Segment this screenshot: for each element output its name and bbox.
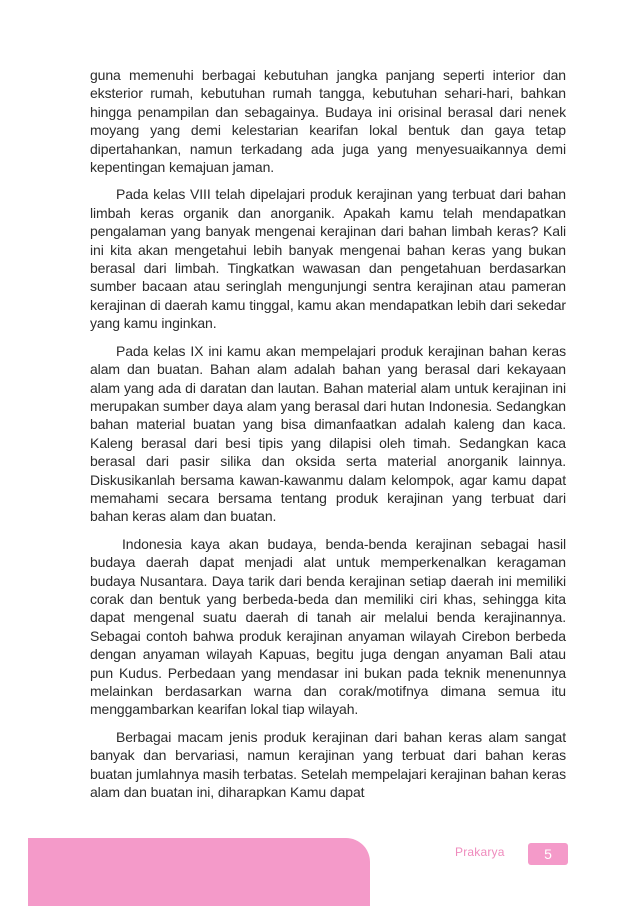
page-number: 5 (544, 846, 552, 862)
page-number-badge (528, 843, 568, 865)
footer-book-title: Prakarya (455, 845, 505, 859)
footer-decoration-band (28, 838, 370, 906)
paragraph-continuation: guna memenuhi berbagai kebutuhan jangka panjang seperti interior dan eksterior rumah, kebutuhan rumah tangga, kebutuhan sehari-hari, bahkan hingga penampilan dan sebagainya. Budaya ini orisinal berasal dari nenek moyang yang demi kelestarian kearifan lokal bentuk dan gaya tetap dipertahankan, namun terkadang ada juga yang menyesuaikannya demi kepentingan kemajuan jaman. (90, 67, 566, 176)
paragraph-indonesia-budaya: Indonesia kaya akan budaya, benda-benda kerajinan sebagai hasil budaya daerah dapat menjadi alat untuk memperkenalkan keragaman budaya Nusantara. Daya tarik dari benda kerajinan setiap daerah ini memiliki corak dan bentuk yang berbeda-beda dan memiliki ciri khas, sehingga kita dapat mengenal suatu daerah di tanah air melalui benda kerajinannya. Sebagai contoh bahwa produk kerajinan anyaman wilayah Cirebon berbeda dengan anyaman wilayah Kapuas, begitu juga dengan anyaman Bali atau pun Kudus. Perbedaan yang mendasar ini bukan pada teknik menenunnya melainkan berdasarkan warna dan corak/motifnya dimana semua itu menggambarkan kearifan lokal tiap wilayah. (90, 535, 566, 718)
paragraph-kelas-ix: Pada kelas IX ini kamu akan mempelajari produk kerajinan bahan keras alam dan buatan. Bahan alam adalah bahan yang berasal dari kekayaan alam yang ada di daratan dan lautan. Bahan material alam untuk kerajinan ini merupakan sumber daya alam yang berasal dari hutan Indonesia. Sedangkan bahan material buatan yang bisa dimanfaatkan adalah kaleng dan kaca. Kaleng berasal dari besi tipis yang dilapisi oleh timah. Sedangkan kaca berasal dari pasir silika dan oksida serta material anorganik lainnya. Diskusikanlah bersama kawan-kawanmu dalam kelompok, agar kamu dapat memahami secara bersama tentang produk kerajinan yang terbuat dari bahan keras alam dan buatan. (90, 342, 566, 525)
paragraph-kelas-viii: Pada kelas VIII telah dipelajari produk kerajinan yang terbuat dari bahan limbah keras organik dan anorganik. Apakah kamu telah mendapatkan pengalaman yang banyak mengenai kerajinan dari bahan limbah keras? Kali ini kita akan mengetahui lebih banyak mengenai bahan keras yang bukan berasal dari limbah. Tingkatkan wawasan dan pengetahuan berdasarkan sumber bacaan atau seringlah mengunjungi sentra kerajinan atau pameran kerajinan di daerah kamu tinggal, kamu akan mendapatkan lebih dari sekedar yang kamu inginkan. (90, 186, 566, 332)
body-text (90, 66, 566, 810)
paragraph-berbagai-macam: Berbagai macam jenis produk kerajinan dari bahan keras alam sangat banyak dan bervariasi, namun kerajinan yang terbuat dari bahan keras buatan jumlahnya masih terbatas. Setelah mempelajari kerajinan bahan keras alam dan buatan ini, diharapkan Kamu dapat (90, 728, 566, 801)
